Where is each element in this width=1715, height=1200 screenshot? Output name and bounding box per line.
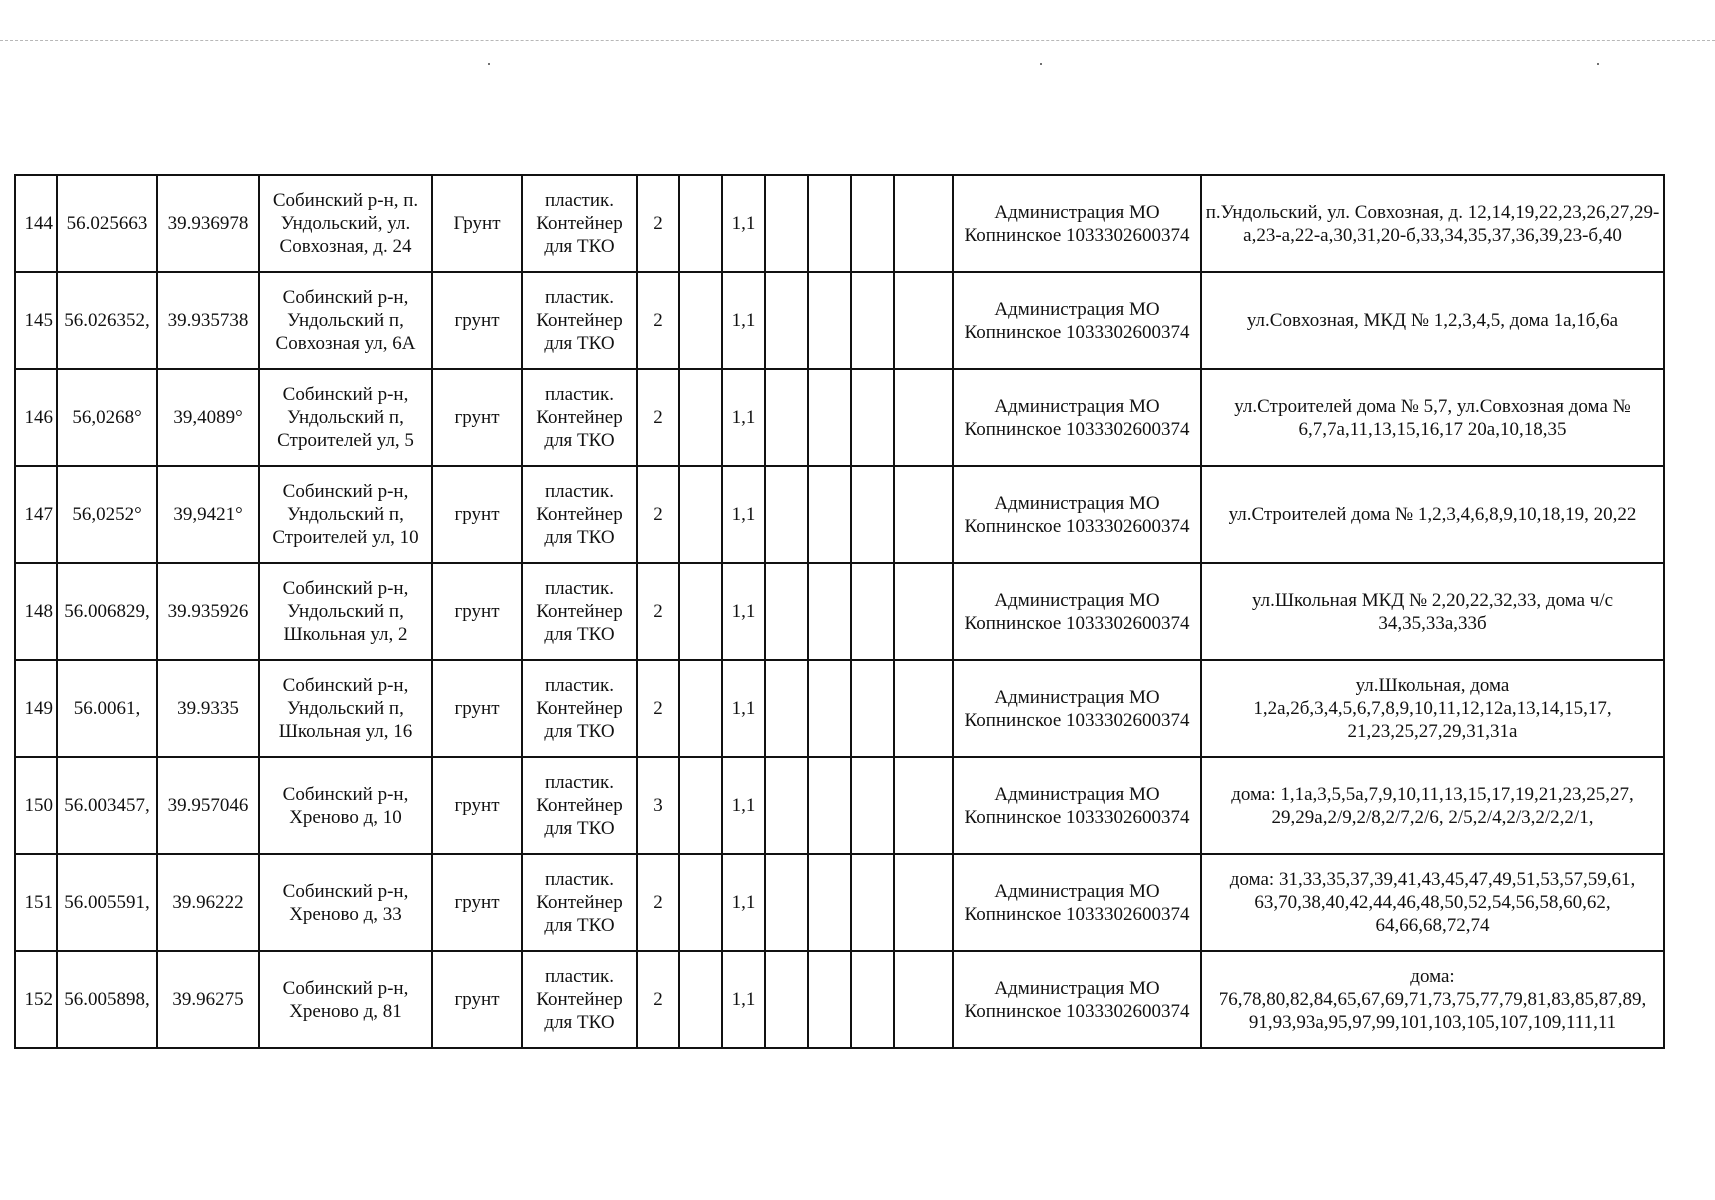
served-addresses-cell: ул.Совхозная, МКД № 1,2,3,4,5, дома 1а,1б,6а: [1201, 272, 1664, 369]
container-type-cell: пластик. Контейнер для ТКО: [522, 563, 637, 660]
empty-cell: [851, 660, 894, 757]
surface-cell: грунт: [432, 854, 522, 951]
row-number: 147: [15, 466, 57, 563]
owner-cell: Администрация МО Копнинское 1033302600374: [953, 854, 1201, 951]
empty-cell: [679, 563, 722, 660]
empty-cell: [808, 660, 851, 757]
row-number: 144: [15, 175, 57, 272]
empty-cell: [679, 951, 722, 1048]
served-addresses-cell: ул.Строителей дома № 1,2,3,4,6,8,9,10,18,19, 20,22: [1201, 466, 1664, 563]
empty-cell: [808, 951, 851, 1048]
container-type-cell: пластик. Контейнер для ТКО: [522, 369, 637, 466]
longitude-cell: 39.936978: [157, 175, 259, 272]
served-addresses-cell: дома: 1,1а,3,5,5а,7,9,10,11,13,15,17,19,21,23,25,27, 29,29а,2/9,2/8,2/7,2/6, 2/5,2/4,2/3,2/2,2/1,: [1201, 757, 1664, 854]
empty-cell: [894, 854, 953, 951]
latitude-cell: 56.005591,: [57, 854, 157, 951]
table-row: [15, 660, 1664, 757]
longitude-cell: 39.96275: [157, 951, 259, 1048]
table-row: [15, 854, 1664, 951]
latitude-cell: 56.0061,: [57, 660, 157, 757]
served-addresses-cell: п.Ундольский, ул. Совхозная, д. 12,14,19,22,23,26,27,29-а,23-а,22-а,30,31,20-б,33,34,35,37,36,39,23-б,40: [1201, 175, 1664, 272]
surface-cell: грунт: [432, 369, 522, 466]
container-volume-cell: 1,1: [722, 369, 765, 466]
table-body: [15, 175, 1664, 1048]
latitude-cell: 56.025663: [57, 175, 157, 272]
address-cell: Собинский р-н, Хреново д, 10: [259, 757, 432, 854]
surface-cell: грунт: [432, 272, 522, 369]
container-volume-cell: 1,1: [722, 854, 765, 951]
container-type-cell: пластик. Контейнер для ТКО: [522, 175, 637, 272]
empty-cell: [894, 466, 953, 563]
empty-cell: [808, 175, 851, 272]
empty-cell: [765, 563, 808, 660]
address-cell: Собинский р-н, Ундольский п, Совхозная ул, 6А: [259, 272, 432, 369]
address-cell: Собинский р-н, Хреново д, 33: [259, 854, 432, 951]
scan-edge-line: [0, 40, 1715, 41]
empty-cell: [894, 563, 953, 660]
served-addresses-cell: ул.Строителей дома № 5,7, ул.Совхозная дома № 6,7,7а,11,13,15,16,17 20а,10,18,35: [1201, 369, 1664, 466]
empty-cell: [765, 951, 808, 1048]
scan-speck: [488, 63, 490, 65]
container-volume-cell: 1,1: [722, 175, 765, 272]
row-number: 149: [15, 660, 57, 757]
owner-cell: Администрация МО Копнинское 1033302600374: [953, 369, 1201, 466]
surface-cell: Грунт: [432, 175, 522, 272]
owner-cell: Администрация МО Копнинское 1033302600374: [953, 951, 1201, 1048]
row-number: 148: [15, 563, 57, 660]
empty-cell: [851, 272, 894, 369]
table-row: [15, 369, 1664, 466]
served-addresses-cell: дома: 76,78,80,82,84,65,67,69,71,73,75,77,79,81,83,85,87,89, 91,93,93а,95,97,99,101,103,105,107,109,111,11: [1201, 951, 1664, 1048]
empty-cell: [808, 272, 851, 369]
latitude-cell: 56.003457,: [57, 757, 157, 854]
empty-cell: [808, 757, 851, 854]
scan-speck: [1597, 63, 1599, 65]
address-cell: Собинский р-н, Ундольский п, Строителей ул, 5: [259, 369, 432, 466]
container-type-cell: пластик. Контейнер для ТКО: [522, 272, 637, 369]
container-count-cell: 3: [637, 757, 679, 854]
latitude-cell: 56.026352,: [57, 272, 157, 369]
latitude-cell: 56,0268°: [57, 369, 157, 466]
empty-cell: [851, 854, 894, 951]
empty-cell: [894, 369, 953, 466]
container-volume-cell: 1,1: [722, 660, 765, 757]
longitude-cell: 39.935926: [157, 563, 259, 660]
container-type-cell: пластик. Контейнер для ТКО: [522, 466, 637, 563]
empty-cell: [765, 757, 808, 854]
waste-site-registry-table: [14, 174, 1665, 1049]
row-number: 145: [15, 272, 57, 369]
latitude-cell: 56,0252°: [57, 466, 157, 563]
empty-cell: [679, 175, 722, 272]
empty-cell: [851, 563, 894, 660]
empty-cell: [765, 272, 808, 369]
surface-cell: грунт: [432, 951, 522, 1048]
owner-cell: Администрация МО Копнинское 1033302600374: [953, 175, 1201, 272]
surface-cell: грунт: [432, 466, 522, 563]
container-type-cell: пластик. Контейнер для ТКО: [522, 660, 637, 757]
empty-cell: [765, 466, 808, 563]
empty-cell: [808, 563, 851, 660]
empty-cell: [894, 272, 953, 369]
empty-cell: [808, 854, 851, 951]
served-addresses-cell: ул.Школьная МКД № 2,20,22,32,33, дома ч/с 34,35,33а,33б: [1201, 563, 1664, 660]
empty-cell: [851, 466, 894, 563]
container-count-cell: 2: [637, 854, 679, 951]
empty-cell: [679, 369, 722, 466]
address-cell: Собинский р-н, Ундольский п, Школьная ул, 2: [259, 563, 432, 660]
empty-cell: [679, 854, 722, 951]
container-type-cell: пластик. Контейнер для ТКО: [522, 951, 637, 1048]
empty-cell: [894, 757, 953, 854]
owner-cell: Администрация МО Копнинское 1033302600374: [953, 563, 1201, 660]
empty-cell: [808, 369, 851, 466]
empty-cell: [765, 175, 808, 272]
empty-cell: [851, 951, 894, 1048]
served-addresses-cell: дома: 31,33,35,37,39,41,43,45,47,49,51,53,57,59,61, 63,70,38,40,42,44,46,48,50,52,54,56,58,60,62, 64,66,68,72,74: [1201, 854, 1664, 951]
table-row: [15, 272, 1664, 369]
owner-cell: Администрация МО Копнинское 1033302600374: [953, 272, 1201, 369]
row-number: 150: [15, 757, 57, 854]
longitude-cell: 39.935738: [157, 272, 259, 369]
owner-cell: Администрация МО Копнинское 1033302600374: [953, 660, 1201, 757]
longitude-cell: 39.957046: [157, 757, 259, 854]
table-row: [15, 951, 1664, 1048]
surface-cell: грунт: [432, 563, 522, 660]
container-count-cell: 2: [637, 951, 679, 1048]
container-count-cell: 2: [637, 272, 679, 369]
table-row: [15, 757, 1664, 854]
owner-cell: Администрация МО Копнинское 1033302600374: [953, 757, 1201, 854]
table-row: [15, 175, 1664, 272]
owner-cell: Администрация МО Копнинское 1033302600374: [953, 466, 1201, 563]
empty-cell: [679, 466, 722, 563]
surface-cell: грунт: [432, 660, 522, 757]
empty-cell: [679, 757, 722, 854]
empty-cell: [851, 369, 894, 466]
empty-cell: [765, 854, 808, 951]
container-type-cell: пластик. Контейнер для ТКО: [522, 854, 637, 951]
container-type-cell: пластик. Контейнер для ТКО: [522, 757, 637, 854]
container-count-cell: 2: [637, 175, 679, 272]
empty-cell: [679, 272, 722, 369]
container-volume-cell: 1,1: [722, 757, 765, 854]
container-volume-cell: 1,1: [722, 563, 765, 660]
empty-cell: [851, 175, 894, 272]
longitude-cell: 39,4089°: [157, 369, 259, 466]
longitude-cell: 39.9335: [157, 660, 259, 757]
container-count-cell: 2: [637, 466, 679, 563]
container-volume-cell: 1,1: [722, 951, 765, 1048]
surface-cell: грунт: [432, 757, 522, 854]
longitude-cell: 39.96222: [157, 854, 259, 951]
latitude-cell: 56.005898,: [57, 951, 157, 1048]
empty-cell: [765, 369, 808, 466]
address-cell: Собинский р-н, Хреново д, 81: [259, 951, 432, 1048]
served-addresses-cell: ул.Школьная, дома 1,2а,2б,3,4,5,6,7,8,9,10,11,12,12а,13,14,15,17, 21,23,25,27,29,31,31а: [1201, 660, 1664, 757]
container-volume-cell: 1,1: [722, 466, 765, 563]
row-number: 151: [15, 854, 57, 951]
address-cell: Собинский р-н, Ундольский п, Строителей ул, 10: [259, 466, 432, 563]
row-number: 152: [15, 951, 57, 1048]
address-cell: Собинский р-н, п. Ундольский, ул. Совхозная, д. 24: [259, 175, 432, 272]
table-row: [15, 466, 1664, 563]
container-count-cell: 2: [637, 563, 679, 660]
container-volume-cell: 1,1: [722, 272, 765, 369]
latitude-cell: 56.006829,: [57, 563, 157, 660]
empty-cell: [894, 175, 953, 272]
empty-cell: [894, 660, 953, 757]
row-number: 146: [15, 369, 57, 466]
longitude-cell: 39,9421°: [157, 466, 259, 563]
address-cell: Собинский р-н, Ундольский п, Школьная ул, 16: [259, 660, 432, 757]
empty-cell: [679, 660, 722, 757]
scan-speck: [1040, 63, 1042, 65]
container-count-cell: 2: [637, 369, 679, 466]
container-count-cell: 2: [637, 660, 679, 757]
empty-cell: [765, 660, 808, 757]
empty-cell: [808, 466, 851, 563]
empty-cell: [851, 757, 894, 854]
empty-cell: [894, 951, 953, 1048]
table-row: [15, 563, 1664, 660]
